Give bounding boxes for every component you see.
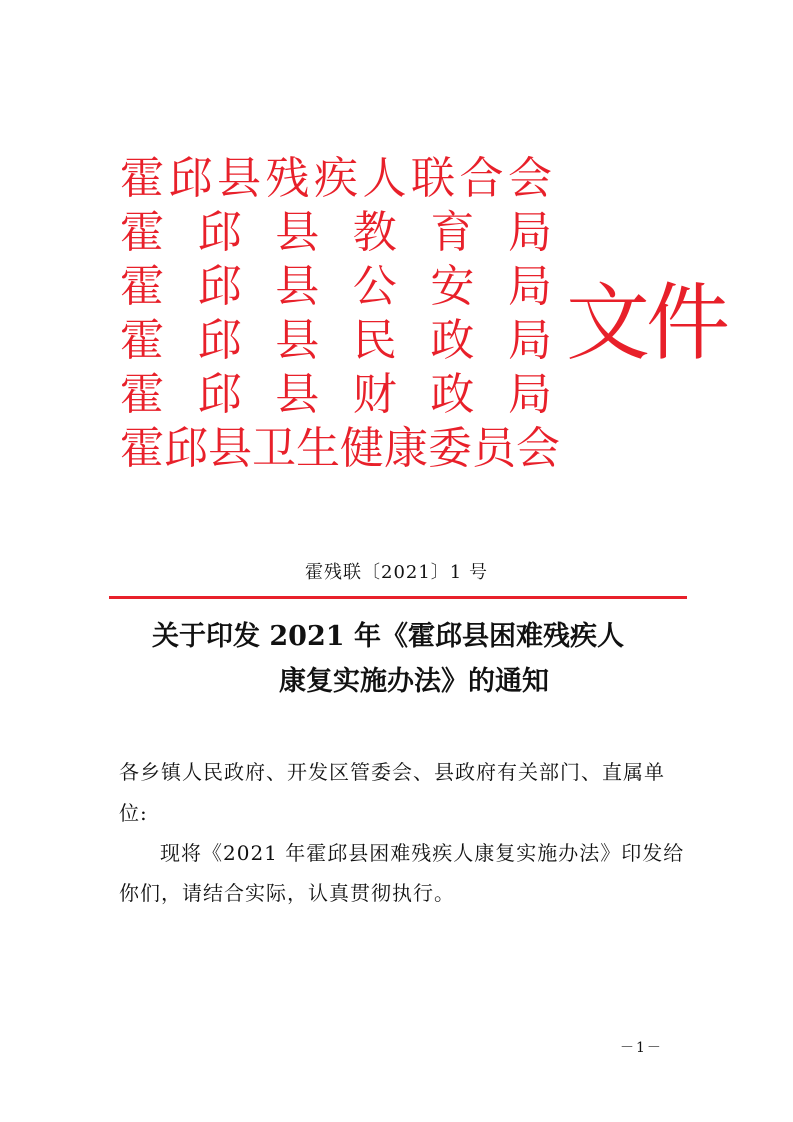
header-char: 安 xyxy=(430,261,475,312)
header-line-1 xyxy=(120,152,552,206)
document-number: 霍残联〔2021〕1 号 xyxy=(305,562,488,583)
header-char: 局 xyxy=(507,369,552,420)
header-char: 会 xyxy=(516,423,560,474)
header-char: 育 xyxy=(430,207,475,258)
header-char: 公 xyxy=(352,261,397,312)
header-char: 邱 xyxy=(197,261,242,312)
header-char: 霍 xyxy=(120,207,164,258)
header-char: 人 xyxy=(362,153,407,204)
header-char: 局 xyxy=(507,315,552,366)
header-document-suffix: 文件 xyxy=(566,274,727,372)
header-char: 局 xyxy=(507,261,552,312)
header-char: 局 xyxy=(507,207,552,258)
header-char: 疾 xyxy=(314,153,358,204)
header-char: 霍 xyxy=(120,261,164,312)
header-char: 县 xyxy=(275,207,320,258)
header-char: 教 xyxy=(352,207,397,258)
header-char: 政 xyxy=(430,315,475,366)
addressee-line-1: 各乡镇人民政府、开发区管委会、县政府有关部门、直属单 xyxy=(119,760,665,784)
header-line-4 xyxy=(120,314,552,368)
header-char: 卫 xyxy=(252,423,296,474)
header-line-5 xyxy=(120,368,552,422)
header-char: 邱 xyxy=(164,423,208,474)
document-title-line-1: 关于印发 2021 年《霍邱县困难残疾人 xyxy=(152,621,624,652)
body-paragraph-line-2: 你们，请结合实际，认真贯彻执行。 xyxy=(119,881,455,905)
body-paragraph-line-1: 现将《2021 年霍邱县困难残疾人康复实施办法》印发给 xyxy=(160,841,685,865)
header-char: 霍 xyxy=(120,369,164,420)
header-char: 霍 xyxy=(120,315,164,366)
header-char: 县 xyxy=(275,261,320,312)
header-char: 委 xyxy=(428,423,472,474)
header-char: 邱 xyxy=(168,153,213,204)
header-char: 健 xyxy=(340,423,384,474)
header-char: 政 xyxy=(430,369,475,420)
header-char: 康 xyxy=(384,423,428,474)
header-char: 生 xyxy=(296,423,340,474)
header-char: 县 xyxy=(275,315,320,366)
header-char: 邱 xyxy=(197,315,242,366)
header-line-6 xyxy=(120,422,560,476)
header-char: 邱 xyxy=(197,207,242,258)
red-separator-line xyxy=(109,596,687,599)
header-char: 县 xyxy=(275,369,320,420)
header-char: 霍 xyxy=(120,153,164,204)
header-char: 财 xyxy=(352,369,397,420)
header-char: 民 xyxy=(352,315,397,366)
header-char: 合 xyxy=(459,153,504,204)
header-line-3 xyxy=(120,260,552,314)
header-char: 县 xyxy=(217,153,261,204)
header-char: 邱 xyxy=(197,369,242,420)
addressee-line-2: 位: xyxy=(119,801,148,825)
page-number: －1－ xyxy=(620,1040,663,1056)
header-char: 会 xyxy=(508,153,552,204)
header-char: 员 xyxy=(472,423,516,474)
document-title-line-2: 康复实施办法》的通知 xyxy=(279,666,549,697)
header-line-2 xyxy=(120,206,552,260)
header-char: 残 xyxy=(265,153,310,204)
header-char: 县 xyxy=(208,423,252,474)
header-char: 霍 xyxy=(120,423,164,474)
header-char: 联 xyxy=(411,153,455,204)
